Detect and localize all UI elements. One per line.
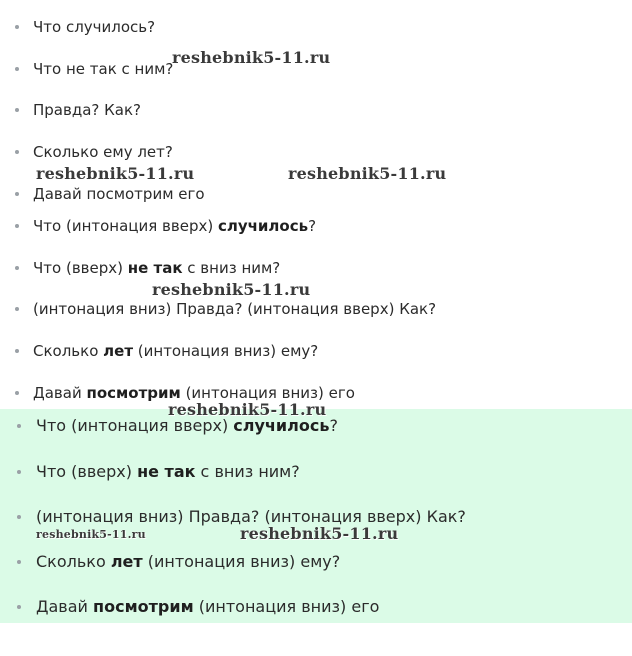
- watermark: reshebnik5-11.ru: [168, 400, 327, 419]
- list-item-text: Что не так с ним?: [33, 60, 174, 78]
- watermark: reshebnik5-11.ru: [240, 524, 399, 543]
- watermark: reshebnik5-11.ru: [288, 164, 447, 183]
- list-item-text: Сколько ему лет?: [33, 143, 173, 161]
- list-item-text: (интонация вниз) Правда? (интонация вверх) Как?: [33, 300, 437, 318]
- bullet-icon: [15, 349, 19, 353]
- watermark: reshebnik5-11.ru: [152, 280, 311, 299]
- bullet-icon: [17, 470, 21, 474]
- bullet-icon: [15, 391, 19, 395]
- list-item-text: Давай посмотрим его: [33, 185, 205, 203]
- bullet-icon: [17, 560, 21, 564]
- bullet-icon: [15, 108, 19, 112]
- list-item-text: Что (вверх) не так с вниз ним?: [36, 462, 300, 481]
- watermark: reshebnik5-11.ru: [36, 528, 146, 541]
- bullet-icon: [15, 67, 19, 71]
- list-item-text: Что (интонация вверх) случилось?: [36, 416, 338, 435]
- list-item-text: Правда? Как?: [33, 101, 141, 119]
- bullet-icon: [15, 224, 19, 228]
- list-item-text: Что (вверх) не так с вниз ним?: [33, 259, 281, 277]
- list-item-text: Давай посмотрим (интонация вниз) его: [33, 384, 355, 402]
- bullet-icon: [17, 424, 21, 428]
- bullet-icon: [17, 605, 21, 609]
- bullet-icon: [17, 515, 21, 519]
- bullet-icon: [15, 25, 19, 29]
- list-item-text: Что (интонация вверх) случилось?: [33, 217, 317, 235]
- bullet-icon: [15, 266, 19, 270]
- list-item-text: Давай посмотрим (интонация вниз) его: [36, 597, 380, 616]
- watermark: reshebnik5-11.ru: [36, 164, 195, 183]
- bullet-icon: [15, 307, 19, 311]
- list-item-text: (интонация вниз) Правда? (интонация вверх) Как?: [36, 507, 466, 526]
- list-item-text: Сколько лет (интонация вниз) ему?: [36, 552, 341, 571]
- bullet-icon: [15, 192, 19, 196]
- watermark: reshebnik5-11.ru: [172, 48, 331, 67]
- list-item-text: Сколько лет (интонация вниз) ему?: [33, 342, 319, 360]
- bullet-icon: [15, 150, 19, 154]
- list-item-text: Что случилось?: [33, 18, 156, 36]
